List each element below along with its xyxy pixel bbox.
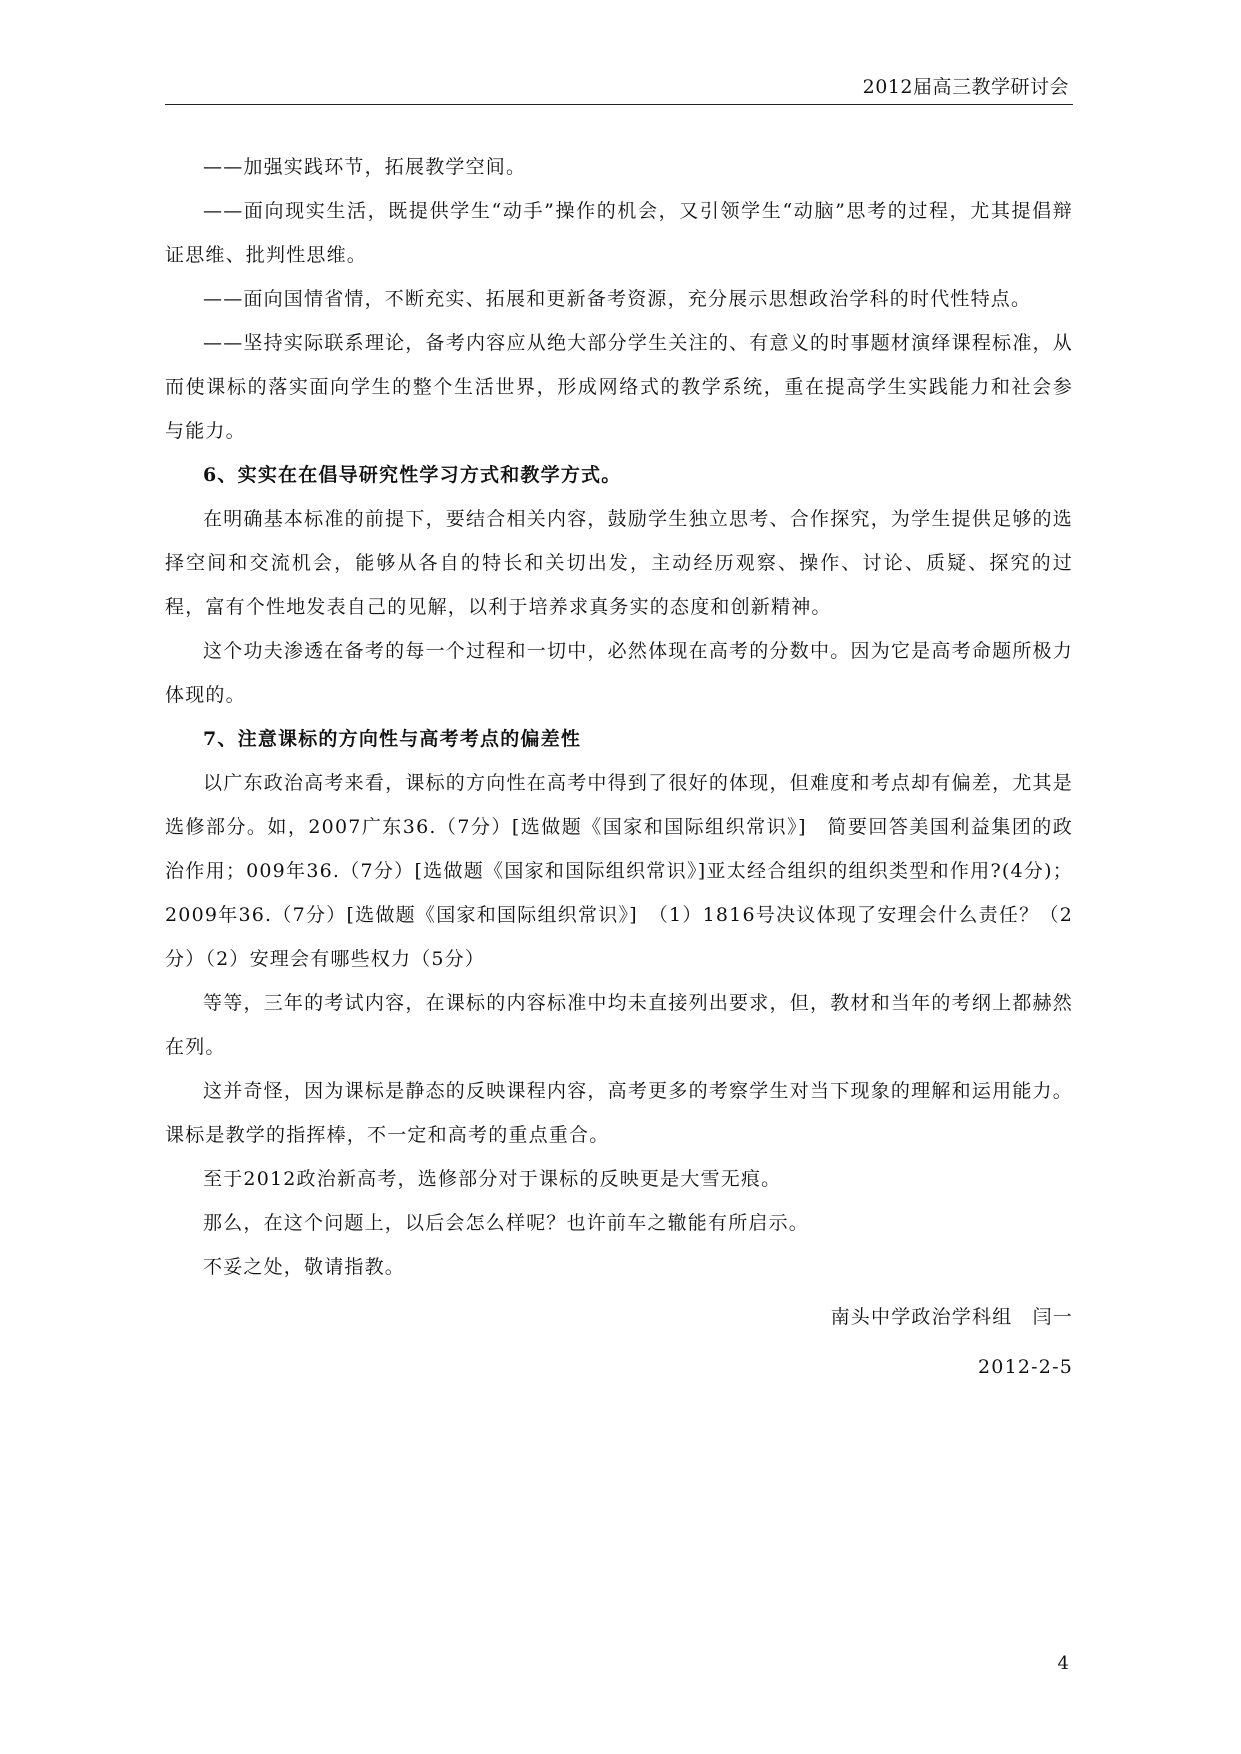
header-rule bbox=[165, 104, 1073, 105]
paragraph: 不妥之处，敬请指教。 bbox=[203, 1256, 406, 1278]
page-number: 4 bbox=[1057, 1653, 1069, 1674]
paragraph: 至于2012政治新高考，选修部分对于课标的反映更是大雪无痕。 bbox=[203, 1168, 782, 1190]
document-body bbox=[165, 145, 1073, 1389]
paragraph: ——坚持实际联系理论，备考内容应从绝大部分学生关注的、有意义的时事题材演绎课程标准，从而使课标的落实面向学生的整个生活世界，形成网络式的教学系统，重在提高学生实践能力和社会参与能力。 bbox=[165, 332, 1073, 442]
paragraph: 这并奇怪，因为课标是静态的反映课程内容，高考更多的考察学生对当下现象的理解和运用能力。课标是教学的指挥棒，不一定和高考的重点重合。 bbox=[165, 1080, 1073, 1146]
section-heading-7: 7、注意课标的方向性与高考考点的偏差性 bbox=[203, 728, 582, 750]
paragraph: 等等，三年的考试内容，在课标的内容标准中均未直接列出要求，但，教材和当年的考纲上都赫然在列。 bbox=[165, 992, 1073, 1058]
paragraph: 这个功夫渗透在备考的每一个过程和一切中，必然体现在高考的分数中。因为它是高考命题所极力体现的。 bbox=[165, 640, 1073, 706]
page-header: 2012届高三教学研讨会 bbox=[862, 76, 1069, 98]
signature-date: 2012-2-5 bbox=[978, 1356, 1073, 1378]
paragraph: 那么，在这个问题上，以后会怎么样呢？也许前车之辙能有所启示。 bbox=[203, 1212, 810, 1234]
paragraph: 以广东政治高考来看，课标的方向性在高考中得到了很好的体现，但难度和考点却有偏差，尤其是选修部分。如，2007广东36.（7分）[选做题《国家和国际组织常识》] 简要回答美国利益集团的政治作用；009年36.（7分）[选做题《国家和国际组织常识》]亚太经合组织的组织类型和作用?(4分)；2009年36.（7分）[选做题《国家和国际组织常识》] （1）1816号决议体现了安理会什么责任？（2分）（2）安理会有哪些权力（5分） bbox=[165, 772, 1073, 970]
paragraph: ——面向国情省情，不断充实、拓展和更新备考资源，充分展示思想政治学科的时代性特点。 bbox=[203, 288, 1032, 310]
paragraph: ——加强实践环节，拓展教学空间。 bbox=[203, 156, 527, 178]
signature-author: 南头中学政治学科组 闫一 bbox=[830, 1306, 1073, 1328]
paragraph: 在明确基本标准的前提下，要结合相关内容，鼓励学生独立思考、合作探究，为学生提供足够的选择空间和交流机会，能够从各自的特长和关切出发，主动经历观察、操作、讨论、质疑、探究的过程，富有个性地发表自己的见解，以利于培养求真务实的态度和创新精神。 bbox=[165, 508, 1073, 618]
paragraph: ——面向现实生活，既提供学生“动手”操作的机会，又引领学生“动脑”思考的过程，尤其提倡辩证思维、批判性思维。 bbox=[165, 200, 1073, 266]
section-heading-6: 6、实实在在倡导研究性学习方式和教学方式。 bbox=[203, 464, 622, 486]
